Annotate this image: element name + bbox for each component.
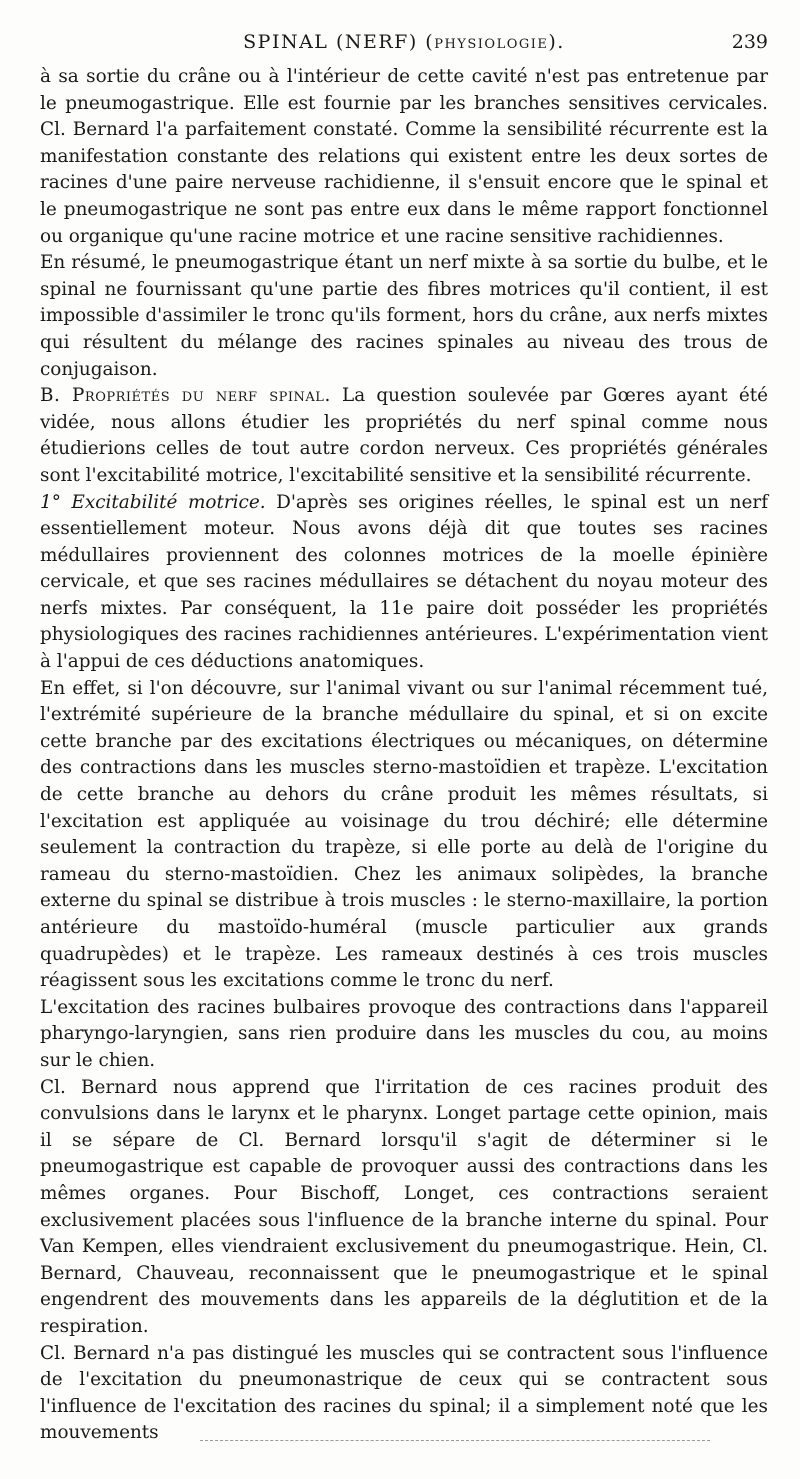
section-heading: B. Propriétés du nerf spinal. xyxy=(40,385,331,407)
paragraph-text: Cl. Bernard n'a pas distingué les muscles qui se contractent sous l'influence de l'excitation du pneumonastrique de ceux qui se contractent sous l'influence de l'excitation des racines du spinal; il a simplement noté que les mouvements xyxy=(40,1342,768,1444)
paragraph-text: En effet, si l'on découvre, sur l'animal vivant ou sur l'animal récemment tué, l'extrémité supérieure de la branche médullaire du spinal, et si on excite cette branche par des excitations électriques ou mécaniques, on détermine des contractions dans les muscles sterno-mastoïdien et trapèze. L'excitation de cette branche au dehors du crâne produit les mêmes résultats, si l'excitation est appliquée au voisinage du trou déchiré; elle détermine seulement la contraction du trapèze, si elle porte au delà de l'origine du rameau du sterno-mastoïdien. Chez les animaux solipèdes, la branche externe du spinal se distribue à trois muscles : le sterno-maxillaire, la portion antérieure du mastoïdo-huméral (muscle particulier aux grands quadrupèdes) et le trapèze. Les rameaux destinés à ces trois muscles réagissent sous les excitations comme le tronc du nerf. xyxy=(40,677,768,992)
body-text xyxy=(40,64,768,1447)
paragraph-8 xyxy=(40,1341,768,1447)
paragraph-4 xyxy=(40,490,768,676)
paragraph-text: En résumé, le pneumogastrique étant un nerf mixte à sa sortie du bulbe, et le spinal ne fournissant qu'une partie des fibres motrices qu'il contient, il est impossible d'assimiler le tronc qu'ils forment, hors du crâne, aux nerfs mixtes qui résultent du mélange des racines spinales au niveau des trous de conjugaison. xyxy=(40,252,768,380)
footer-bleed-line xyxy=(200,1440,710,1441)
running-head xyxy=(40,30,768,57)
paragraph-1 xyxy=(40,64,768,250)
paragraph-text: La question soulevée par Gœres ayant été vidée, nous allons étudier les propriétés du nerf spinal comme nous étudierions celles de tout autre cordon nerveux. Ces propriétés générales sont l'excitabilité motrice, l'excitabilité sensitive et la sensibilité récurrente. xyxy=(40,385,768,486)
paragraph-text: D'après ses origines réelles, le spinal est un nerf essentiellement moteur. Nous avons déjà dit que toutes ses racines médullaires proviennent des colonnes motrices de la moelle épinière cervicale, et que ses racines médullaires se détachent du noyau moteur des nerfs mixtes. Par conséquent, la 11e paire doit posséder les propriétés physiologiques des racines rachidiennes antérieures. L'expérimentation vient à l'appui de ces déductions anatomiques. xyxy=(40,491,769,673)
running-head-main: SPINAL (NERF) ( xyxy=(243,31,435,53)
page-number: 239 xyxy=(731,31,768,53)
paragraph-6 xyxy=(40,995,768,1075)
paragraph-2 xyxy=(40,250,768,383)
paragraph-text: à sa sortie du crâne ou à l'intérieur de cette cavité n'est pas entretenue par le pneumogastrique. Elle est fournie par les branches sensitives cervicales. Cl. Bernard l'a parfaitement constaté. Comme la sensibilité récurrente est la manifestation constante des relations qui existent entre les deux sortes de racines d'une paire nerveuse rachidienne, il s'ensuit encore que le spinal et le pneumogastrique ne sont pas entre eux dans le même rapport fonctionnel ou organique qu'une racine motrice et une racine sensitive rachidiennes. xyxy=(40,66,768,247)
paragraph-text: L'excitation des racines bulbaires provoque des contractions dans l'appareil pharyngo-laryngien, sans rien produire dans les muscles du cou, au moins sur le chien. xyxy=(40,996,768,1071)
paragraph-7 xyxy=(40,1075,768,1341)
running-head-close: ). xyxy=(548,31,565,53)
page-header xyxy=(40,30,768,58)
subsection-heading: 1° Excitabilité motrice. xyxy=(40,491,266,513)
running-head-subtitle: PHYSIOLOGIE xyxy=(434,37,549,52)
paragraph-text: Cl. Bernard nous apprend que l'irritation de ces racines produit des convulsions dans le larynx et le pharynx. Longet partage cette opinion, mais il se sépare de Cl. Bernard lorsqu'il s'agit de déterminer si le pneumogastrique est capable de provoquer aussi des contractions dans les mêmes organes. Pour Bischoff, Longet, ces contractions seraient exclusivement placées sous l'influence de la branche interne du spinal. Pour Van Kempen, elles viendraient exclusivement du pneumogastrique. Hein, Cl. Bernard, Chauveau, reconnaissent que le pneumogastrique et le spinal engendrent des mouvements dans les appareils de la déglutition et de la respiration. xyxy=(40,1076,768,1337)
paragraph-5 xyxy=(40,676,768,995)
paragraph-3 xyxy=(40,383,768,489)
